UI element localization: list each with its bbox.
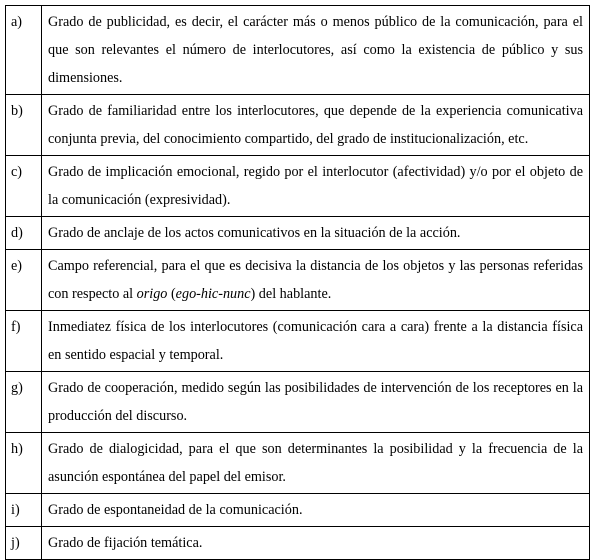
text-segment: Inmediatez física de los interlocutores (comunicación cara a cara) frente a la distancia física en sentido espacial y temporal. — [48, 319, 583, 363]
table-row — [6, 372, 590, 433]
table-row — [6, 156, 590, 217]
text-segment: Grado de implicación emocional, regido por el interlocutor (afectividad) y/o por el objeto de la comunicación (expresividad). — [48, 164, 583, 208]
text-segment: Grado de familiaridad entre los interlocutores, que depende de la experiencia comunicativa conjunta previa, del conocimiento compartido, del grado de institucionalización, etc. — [48, 103, 583, 147]
row-text — [42, 6, 590, 95]
row-label: a) — [6, 6, 42, 95]
row-label: j) — [6, 527, 42, 560]
row-text — [42, 95, 590, 156]
criteria-table-body — [6, 6, 590, 560]
table-row — [6, 217, 590, 250]
row-label: e) — [6, 250, 42, 311]
table-row — [6, 433, 590, 494]
row-text — [42, 527, 590, 560]
row-label: b) — [6, 95, 42, 156]
row-text — [42, 311, 590, 372]
row-label: h) — [6, 433, 42, 494]
row-label: g) — [6, 372, 42, 433]
table-row — [6, 527, 590, 560]
table-row — [6, 95, 590, 156]
text-segment: ) del hablante. — [250, 286, 332, 302]
table-row — [6, 494, 590, 527]
text-segment: Grado de fijación temática. — [48, 535, 203, 551]
row-text — [42, 372, 590, 433]
text-segment: Grado de anclaje de los actos comunicativos en la situación de la acción. — [48, 225, 461, 241]
text-segment: Campo referencial, para el que es decisiva la distancia de los objetos y las personas referidas con respecto al — [48, 258, 583, 302]
table-row — [6, 311, 590, 372]
text-segment: ( — [167, 286, 176, 302]
table-row — [6, 250, 590, 311]
text-segment: Grado de cooperación, medido según las posibilidades de intervención de los receptores en la producción del discurso. — [48, 380, 583, 424]
table-row — [6, 6, 590, 95]
text-segment: Grado de dialogicidad, para el que son determinantes la posibilidad y la frecuencia de la asunción espontánea del papel del emisor. — [48, 441, 583, 485]
row-text — [42, 250, 590, 311]
text-segment: Grado de espontaneidad de la comunicación. — [48, 502, 303, 518]
row-label: f) — [6, 311, 42, 372]
italic-term: origo — [136, 286, 168, 302]
row-label: d) — [6, 217, 42, 250]
row-text — [42, 433, 590, 494]
text-segment: Grado de publicidad, es decir, el carácter más o menos público de la comunicación, para el que son relevantes el número de interlocutores, así como la existencia de público y sus dimensiones. — [48, 14, 583, 86]
row-label: c) — [6, 156, 42, 217]
row-text — [42, 494, 590, 527]
italic-term: ego-hic-nunc — [175, 286, 251, 302]
row-text — [42, 156, 590, 217]
row-text — [42, 217, 590, 250]
row-label: i) — [6, 494, 42, 527]
criteria-table — [5, 5, 590, 560]
